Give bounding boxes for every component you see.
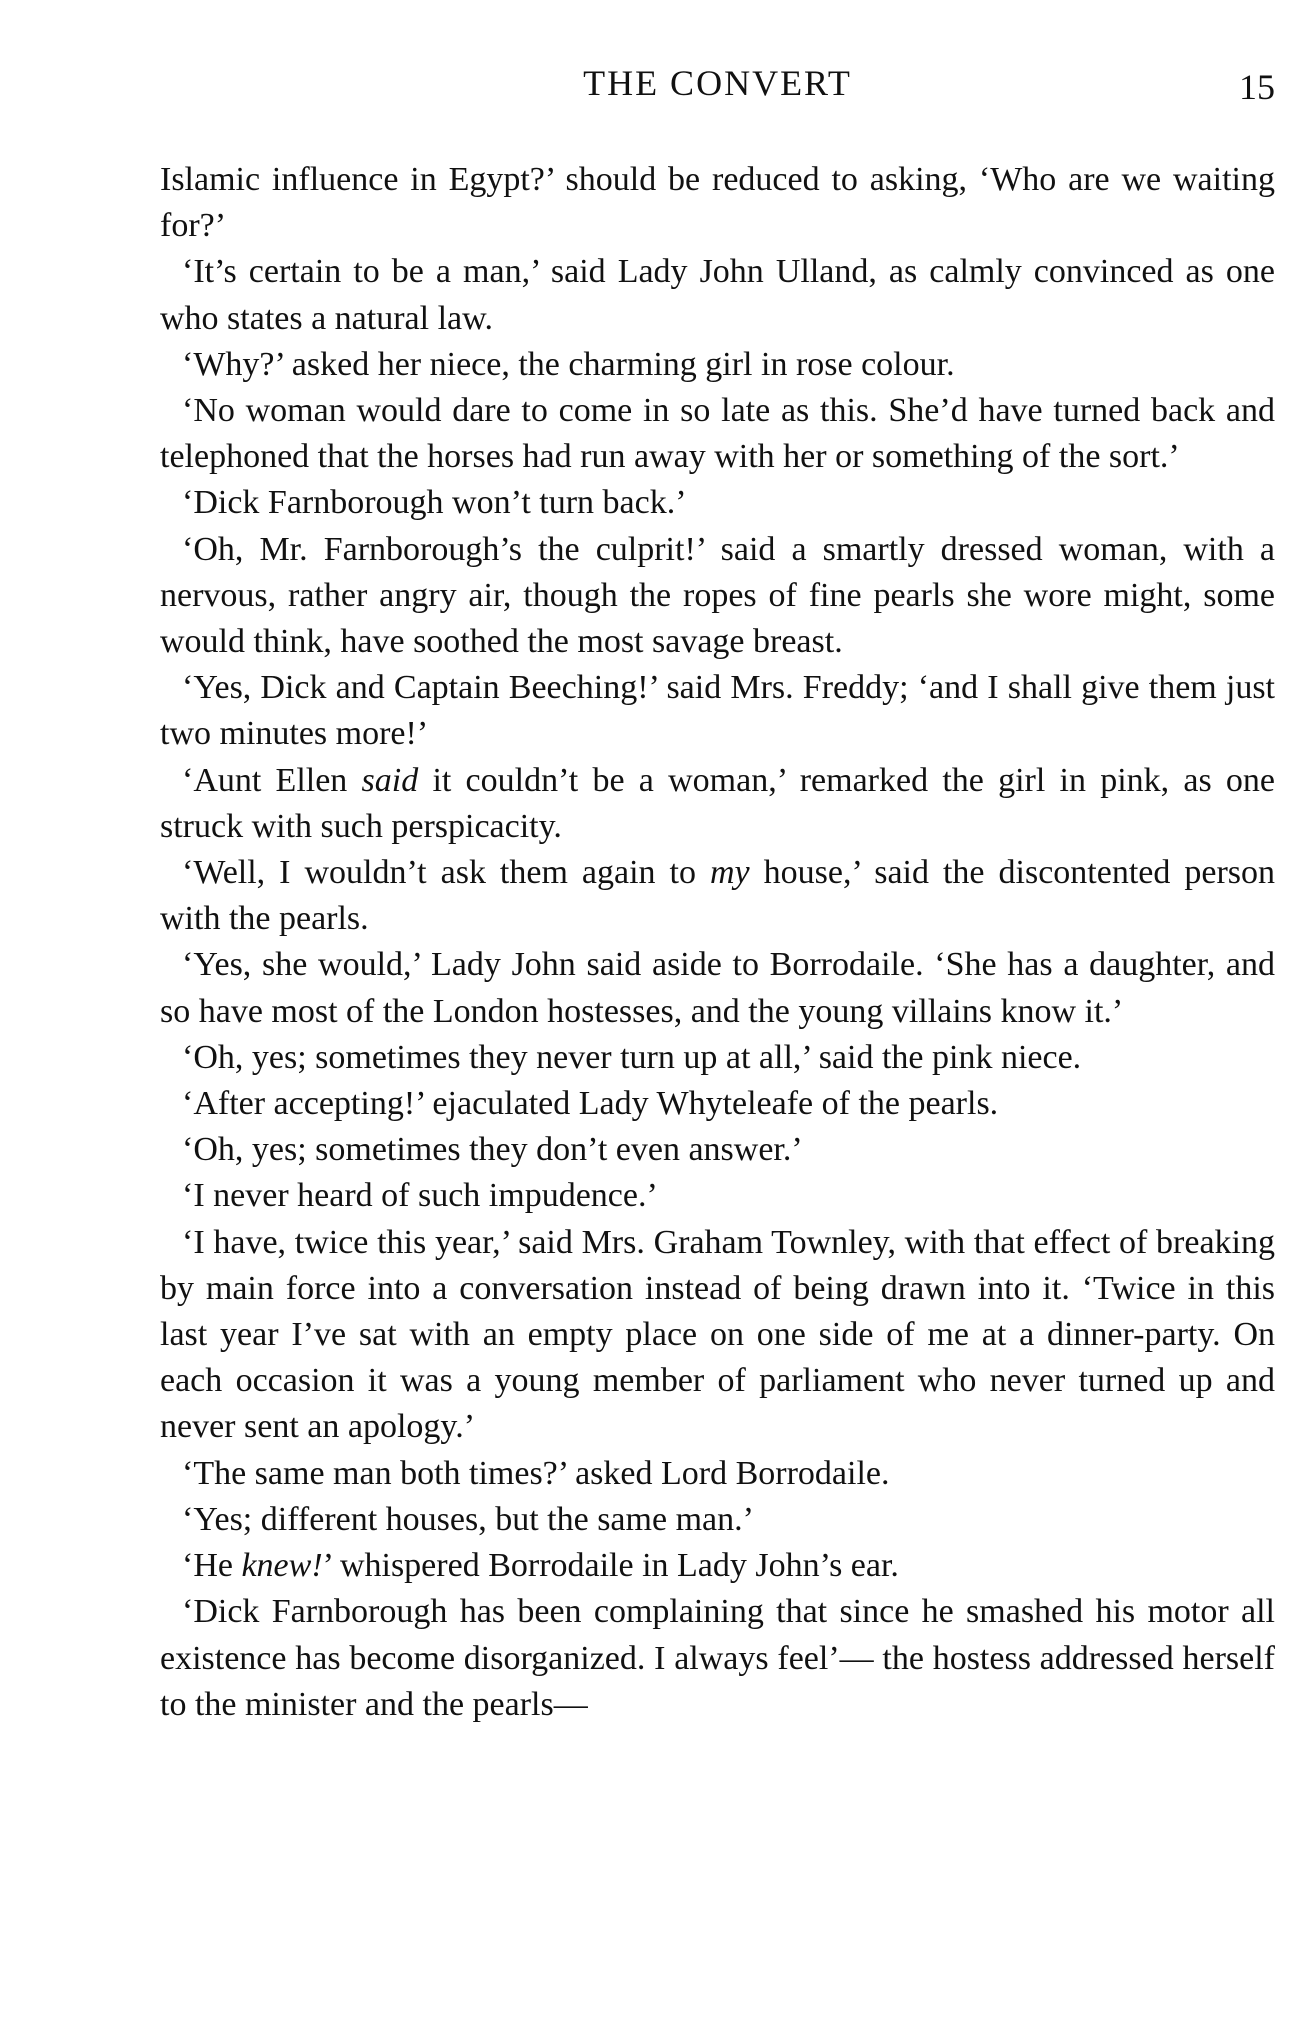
italic-text: my xyxy=(709,854,750,892)
paragraph xyxy=(160,665,1275,757)
paragraph-text: ’ whispered Borrodaile in Lady John’s ear. xyxy=(322,1547,899,1585)
paragraph xyxy=(160,342,1275,388)
italic-text: knew! xyxy=(241,1547,323,1585)
running-head xyxy=(160,62,1275,110)
paragraph xyxy=(160,1589,1275,1728)
paragraph-text: ‘Oh, yes; sometimes they never turn up at all,’ said the pink niece. xyxy=(182,1038,1082,1076)
paragraph-text: it couldn’t be a woman,’ remarked the girl in pink, as one struck with such perspicacity. xyxy=(160,761,1276,845)
paragraph xyxy=(160,758,1275,850)
paragraph-text: ‘No woman would dare to come in so late as this. She’d have turned back and telephoned that the horses had run away with her or something of the sort.’ xyxy=(160,392,1275,476)
paragraph xyxy=(160,1451,1275,1497)
paragraph-text: Islamic influence in Egypt?’ should be reduced to asking, ‘Who are we waiting for?’ xyxy=(160,161,1275,245)
paragraph xyxy=(160,1035,1275,1081)
paragraph xyxy=(160,1081,1275,1127)
paragraph-text: ‘Yes, she would,’ Lady John said aside to Borrodaile. ‘She has a daughter, and so have most of the London hostesses, and the young villains know it.’ xyxy=(160,946,1275,1030)
paragraph-text: ‘Aunt Ellen xyxy=(182,761,362,799)
paragraph xyxy=(160,157,1275,249)
italic-text: said xyxy=(361,761,419,799)
paragraph-text: ‘It’s certain to be a man,’ said Lady John Ulland, as calmly convinced as one who states a natural law. xyxy=(160,253,1275,337)
paragraph xyxy=(160,388,1275,480)
paragraph xyxy=(160,1127,1275,1173)
body-text xyxy=(160,157,1275,1728)
paragraph-text: ‘Well, I wouldn’t ask them again to xyxy=(182,854,710,892)
paragraph-text: ‘I have, twice this year,’ said Mrs. Graham Townley, with that effect of breaking by main force into a conversation instead of being drawn into it. ‘Twice in this last year I’ve sat with an empty place on one side of me at a dinner-party. On each occasion it was a young member of parliament who never turned up and never sent an apology.’ xyxy=(160,1223,1275,1446)
paragraph xyxy=(160,527,1275,666)
paragraph xyxy=(160,850,1275,942)
paragraph-text: ‘Why?’ asked her niece, the charming girl in rose colour. xyxy=(182,345,955,383)
paragraph-text: ‘I never heard of such impudence.’ xyxy=(182,1177,658,1215)
paragraph xyxy=(160,942,1275,1034)
paragraph-text: ‘Oh, Mr. Farnborough’s the culprit!’ said a smartly dressed woman, with a nervous, rather angry air, though the ropes of fine pearls she wore might, some would think, have soothed the most savage breast. xyxy=(160,530,1275,661)
paragraph-text: ‘Oh, yes; sometimes they don’t even answer.’ xyxy=(182,1131,803,1169)
paragraph xyxy=(160,1220,1275,1451)
paragraph-text: ‘Yes; different houses, but the same man.’ xyxy=(182,1500,754,1538)
paragraph xyxy=(160,1543,1275,1589)
paragraph xyxy=(160,480,1275,526)
paragraph-text: ‘Yes, Dick and Captain Beeching!’ said Mrs. Freddy; ‘and I shall give them just two minutes more!’ xyxy=(160,669,1275,753)
paragraph xyxy=(160,249,1275,341)
paragraph xyxy=(160,1173,1275,1219)
paragraph-text: ‘After accepting!’ ejaculated Lady Whyteleafe of the pearls. xyxy=(182,1085,999,1123)
paragraph-text: ‘The same man both times?’ asked Lord Borrodaile. xyxy=(182,1454,890,1492)
paragraph-text: ‘Dick Farnborough won’t turn back.’ xyxy=(182,484,687,522)
paragraph xyxy=(160,1497,1275,1543)
page-number: 15 xyxy=(1239,67,1275,107)
paragraph-text: ‘He xyxy=(182,1547,242,1585)
paragraph-text: house,’ said the discontented person with the pearls. xyxy=(160,854,1275,938)
running-title: THE CONVERT xyxy=(583,63,852,103)
paragraph-text: ‘Dick Farnborough has been complaining that since he smashed his motor all existence has become disorganized. I always feel’— the hostess addressed herself to the minister and the pearls— xyxy=(160,1593,1275,1723)
